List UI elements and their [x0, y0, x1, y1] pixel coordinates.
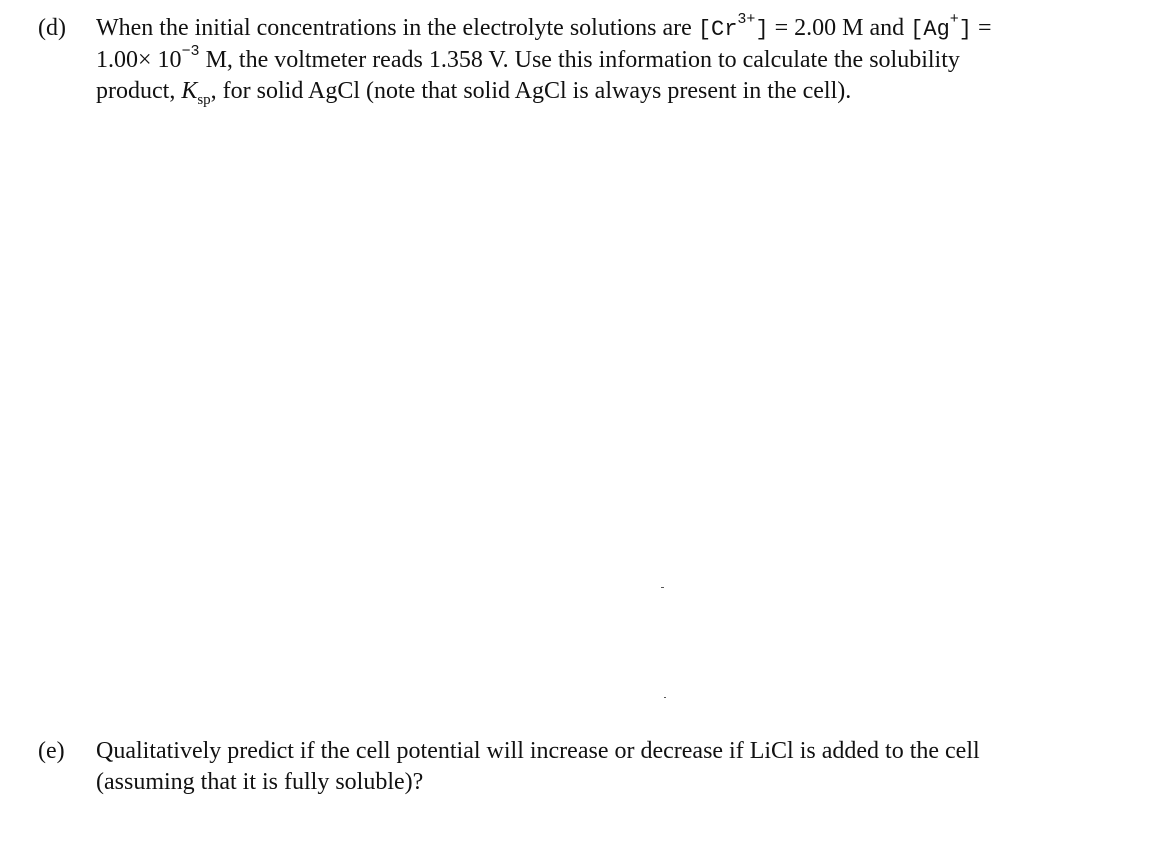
question-d: [38, 13, 1118, 107]
ag-ion-open: [Ag: [910, 17, 950, 42]
concentration-mantissa: 1.00: [96, 47, 138, 73]
ag-ion-charge: +: [949, 11, 959, 28]
question-d-text-1c: =: [972, 15, 992, 41]
power-exponent: −3: [181, 43, 200, 60]
stray-mark: [664, 697, 666, 698]
ksp-subscript: sp: [197, 91, 211, 108]
question-d-text: [96, 13, 1118, 107]
times-symbol: ×: [138, 47, 152, 73]
question-e-text-2: (assuming that it is fully soluble)?: [96, 769, 424, 795]
cr-ion-open: [Cr: [697, 17, 738, 42]
question-e-text-1: Qualitatively predict if the cell potential will increase or decrease if LiCl is added to the cell: [96, 738, 980, 764]
question-d-text-3a: product,: [96, 78, 182, 104]
question-e-label: (e): [38, 738, 65, 764]
question-d-text-1b: = 2.00 M and: [768, 15, 911, 41]
question-d-text-3b: , for solid AgCl (note that solid AgCl is always present in the cell).: [210, 78, 852, 104]
ksp-symbol: K: [181, 78, 198, 104]
question-d-text-1a: When the initial concentrations in the electrolyte solutions are: [96, 15, 698, 41]
cr-ion-close: ]: [755, 17, 769, 42]
power-base: 10: [151, 47, 182, 73]
question-e: [38, 736, 1118, 798]
ag-ion-close: ]: [958, 17, 972, 42]
question-e-text: [96, 736, 1118, 798]
cr-ion-charge: 3+: [737, 11, 756, 28]
stray-mark: [661, 587, 664, 588]
question-d-label: (d): [38, 15, 66, 41]
question-d-text-2b: M, the voltmeter reads 1.358 V. Use this information to calculate the solubility: [199, 47, 960, 73]
